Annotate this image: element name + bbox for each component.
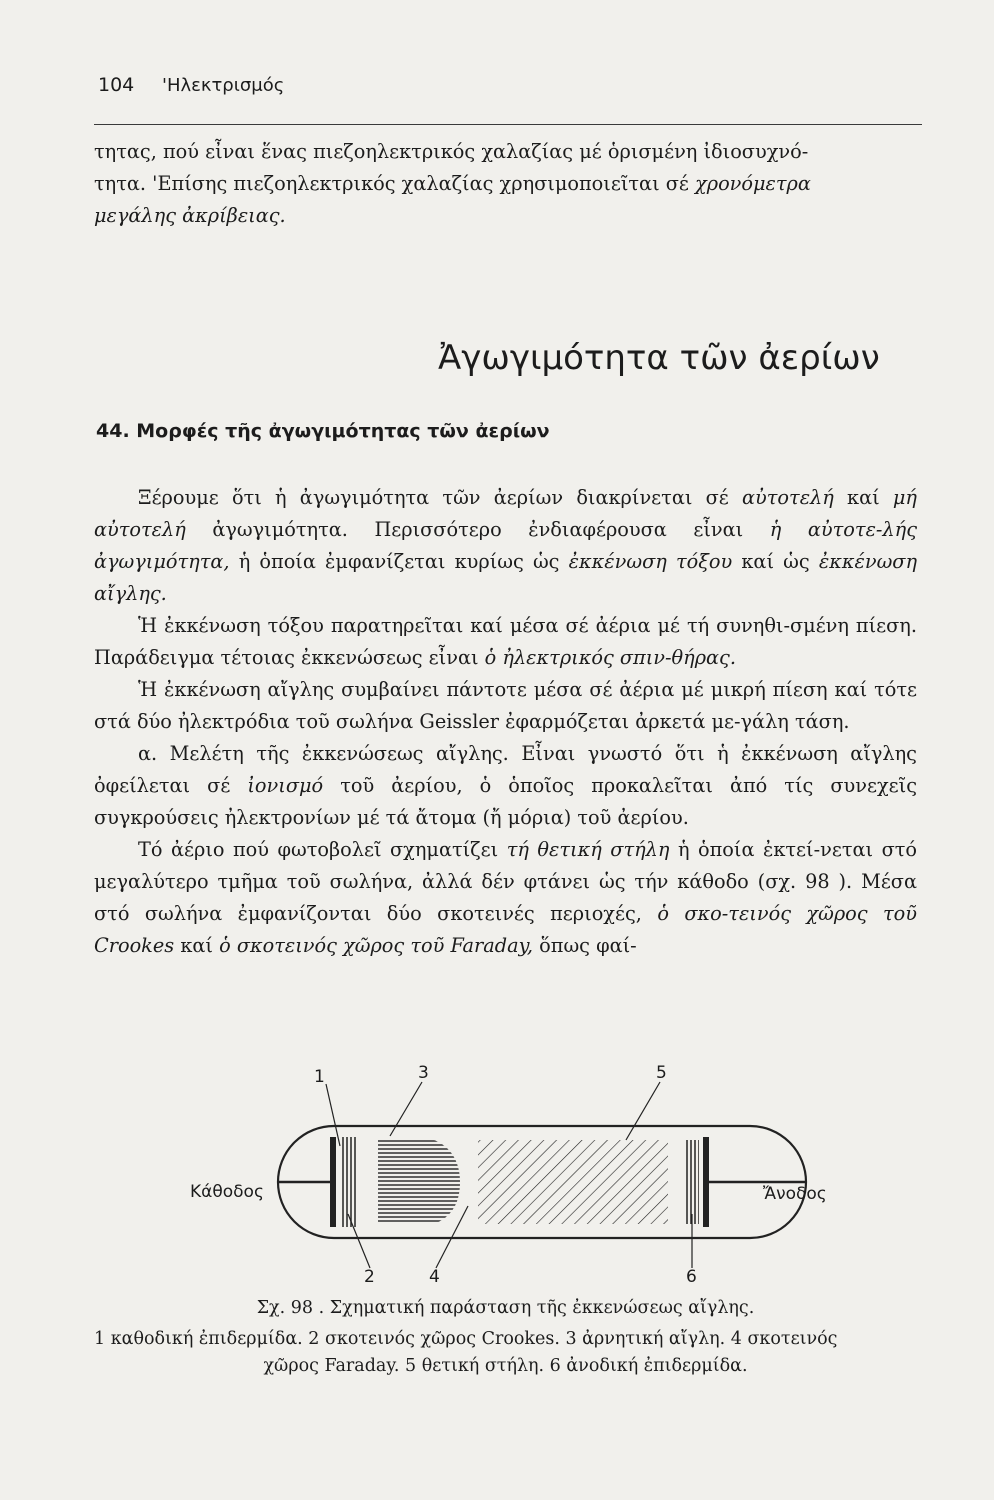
- marker-3: 3: [418, 1063, 429, 1083]
- intro-paragraph: [94, 136, 917, 232]
- paragraph-5: Τό ἀέριο πού φωτοβολεῖ σχηματίζει τή θετική στήλη ἡ ὁποία ἐκτεί-νεται στό μεγαλύτερο τμῆμα τοῦ σωλήνα, ἀλλά δέν φτάνει ὡς τήν κάθοδο (σχ. 98 ). Μέσα στό σωλήνα ἐμφανίζονται δύο σκοτεινές περιοχές, ὁ σκο-τεινός χῶρος τοῦ Crookes καί ὁ σκοτεινός χῶρος τοῦ Faraday, ὅπως φαί-: [94, 838, 918, 957]
- caption-legend-line-2: χῶρος Faraday. 5 θετική στήλη. 6 ἀνοδική ἐπιδερμίδα.: [263, 1356, 748, 1376]
- glow-discharge-figure: [178, 1060, 868, 1295]
- figure-caption-legend: [94, 1326, 917, 1380]
- anode-label: Ἄνοδος: [763, 1184, 827, 1204]
- intro-line-2: τητα. 'Επίσης πιεζοηλεκτρικός χαλαζίας χρησιμοποιεῖται σέ: [94, 172, 696, 195]
- body-text: [94, 482, 917, 962]
- chapter-title: Ἀγωγιμότητα τῶν ἀερίων: [438, 338, 880, 378]
- header-rule: [94, 124, 922, 125]
- marker-4: 4: [429, 1267, 440, 1287]
- paragraph-3: Ἡ ἐκκένωση αἴγλης συμβαίνει πάντοτε μέσα σέ ἀέρια μέ μικρή πίεση καί τότε στά δύο ἠλεκτρόδια τοῦ σωλήνα Geissler ἐφαρμόζεται ἀρκετά με-γάλη τάση.: [94, 678, 917, 733]
- figure-caption-title: Σχ. 98 . Σχηματική παράσταση τῆς ἐκκενώσεως αἴγλης.: [256, 1298, 755, 1318]
- paragraph-4: α. Μελέτη τῆς ἐκκενώσεως αἴγλης. Εἶναι γνωστό ὅτι ἡ ἐκκένωση αἴγλης ὀφείλεται σέ ἰονισμό τοῦ ἀερίου, ὁ ὁποῖος προκαλεῖται ἀπό τίς συνεχεῖς συγκρούσεις ἠλεκτρονίων μέ τά ἄτομα (ἤ μόρια) τοῦ ἀερίου.: [94, 742, 917, 829]
- cathode-label: Κάθοδος: [190, 1182, 264, 1202]
- cathode-plate: [330, 1137, 336, 1227]
- paragraph-1: Ξέρουμε ὅτι ἡ ἀγωγιμότητα τῶν ἀερίων διακρίνεται σέ αὐτοτελή καί μή αὐτοτελή ἀγωγιμότητα. Περισσότερο ἐνδιαφέρουσα εἶναι ἡ αὐτοτε-λής ἀγωγιμότητα, ἡ ὁποία ἐμφανίζεται κυρίως ὡς ἐκκένωση τόξου καί ὡς ἐκκένωση αἴγλης.: [94, 486, 918, 605]
- anode-plate: [703, 1137, 709, 1227]
- cathode-layer: [341, 1137, 356, 1227]
- page-number: 104: [98, 74, 135, 96]
- marker-6: 6: [686, 1267, 697, 1287]
- running-header: [98, 74, 284, 96]
- paragraph-2: Ἡ ἐκκένωση τόξου παρατηρεῖται καί μέσα σέ ἀέρια μέ τή συνηθι-σμένη πίεση. Παράδειγμα τέτοιας ἐκκενώσεως εἶναι ὁ ἠλεκτρικός σπιν-θήρας.: [94, 614, 917, 669]
- caption-legend-line-1: 1 καθοδική ἐπιδερμίδα. 2 σκοτεινός χῶρος Crookes. 3 ἀρνητική αἴγλη. 4 σκοτεινός: [94, 1329, 838, 1349]
- running-title: 'Ηλεκτρισμός: [162, 75, 285, 96]
- marker-5: 5: [656, 1063, 667, 1083]
- intro-emphasis: χρονόμετρα: [695, 172, 811, 195]
- marker-1: 1: [314, 1067, 325, 1087]
- positive-column: [478, 1140, 668, 1224]
- negative-glow: [378, 1140, 460, 1224]
- marker-2: 2: [364, 1267, 375, 1287]
- intro-line-1: τητας, πού εἶναι ἕνας πιεζοηλεκτρικός χαλαζίας μέ ὁρισμένη ἰδιοσυχνό-: [94, 140, 809, 163]
- anode-layer: [685, 1140, 699, 1224]
- intro-line-3: μεγάλης ἀκρίβειας.: [94, 204, 286, 227]
- section-title: 44. Μορφές τῆς ἀγωγιμότητας τῶν ἀερίων: [96, 420, 550, 442]
